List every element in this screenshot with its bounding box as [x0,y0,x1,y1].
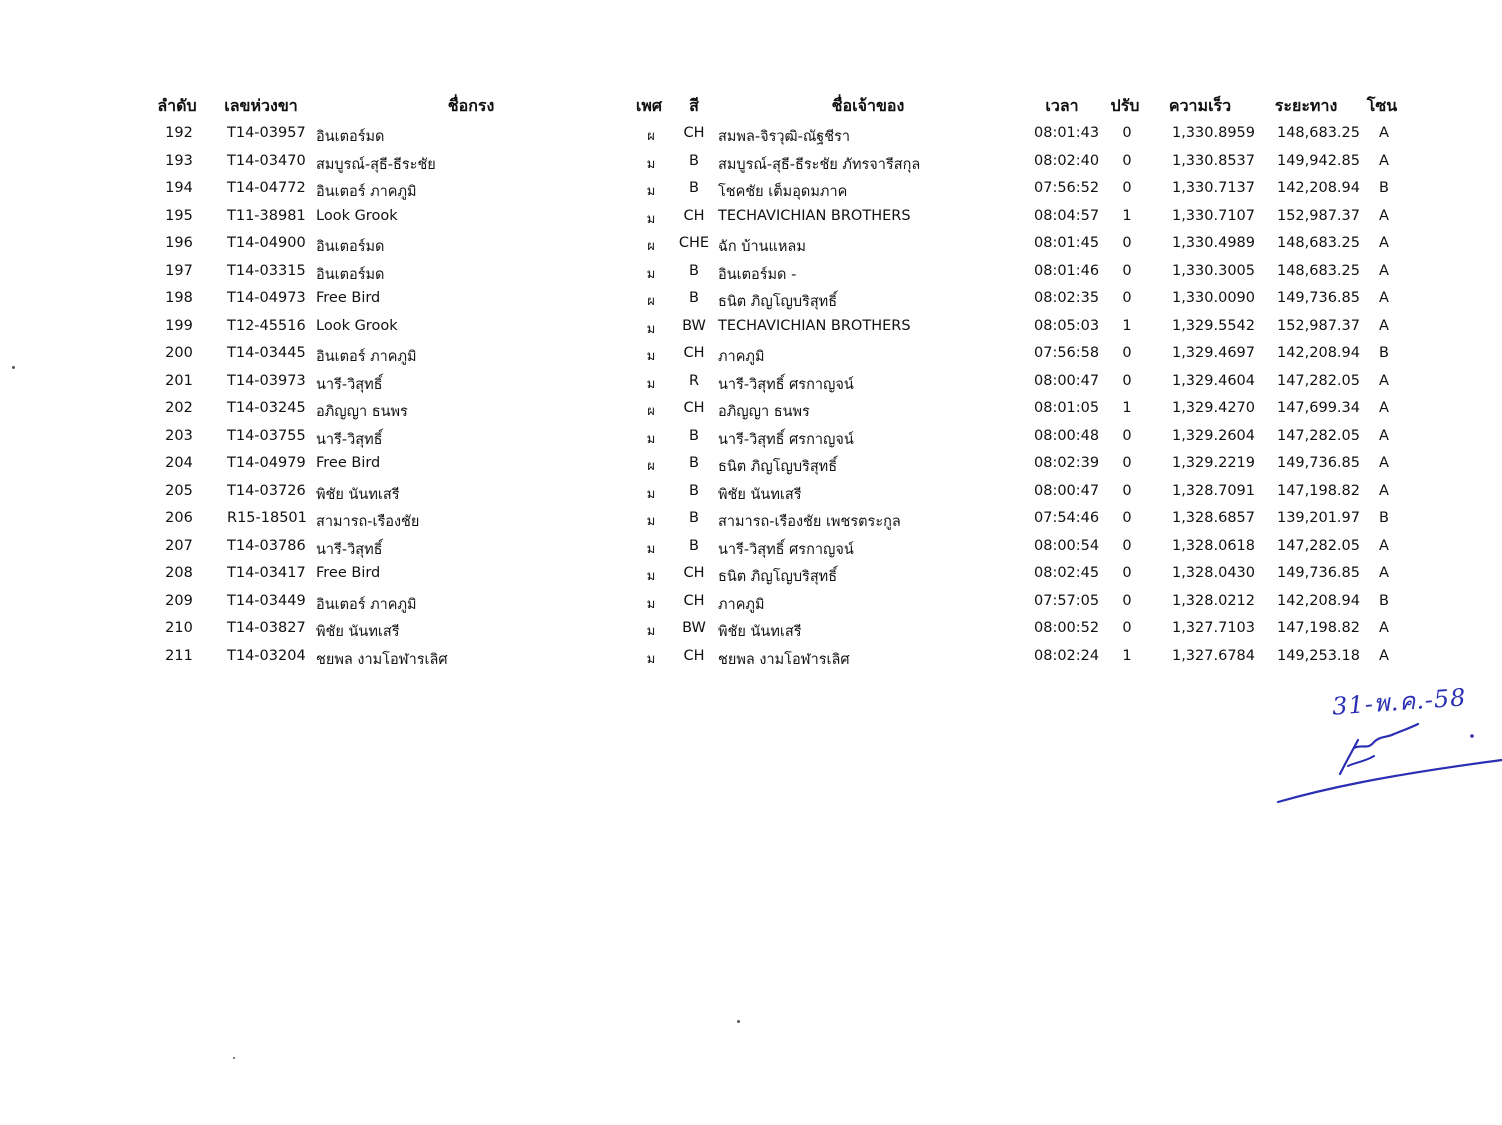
cell-distance: 148,683.25 [1276,235,1360,251]
cell-color: R [688,372,700,389]
cell-seq: 195 [165,207,193,224]
cell-distance: 148,683.25 [1276,262,1360,279]
cell-zone: A [1379,207,1389,224]
cell-time: 08:05:03 [1034,317,1100,334]
cell-seq: 198 [165,290,193,306]
scan-speck [737,1020,740,1023]
cell-distance: 149,253.18 [1276,647,1360,664]
cell-penalty: 0 [1122,620,1132,636]
cell-time: 07:56:52 [1034,180,1100,196]
cell-ring-number: T14-04979 [227,455,306,471]
cell-distance: 147,282.05 [1276,372,1360,389]
cell-owner: ภาคภูมิ [718,596,765,613]
cell-owner: พิชัย นันทเสรี [718,486,802,503]
results-table-body [0,122,1502,672]
cell-penalty: 0 [1122,510,1132,526]
table-row [0,480,1502,508]
cell-sex: ผ [647,239,655,254]
cell-speed: 1,329.2219 [1171,455,1255,471]
cell-color: BW [682,317,706,334]
cell-penalty: 0 [1122,372,1132,389]
cell-distance: 149,736.85 [1276,290,1360,306]
cell-time: 07:54:46 [1034,510,1100,526]
cell-distance: 147,699.34 [1276,400,1360,416]
cell-color: B [689,152,699,169]
cell-ring-number: T14-04772 [227,180,306,196]
cell-zone: A [1379,152,1389,169]
cell-time: 08:01:43 [1034,125,1100,141]
table-row [0,260,1502,288]
table-row [0,122,1502,150]
cell-color: B [689,455,699,471]
cell-loft-name: สามารถ-เรืองชัย [316,514,420,530]
header-seq: ลำดับ [157,96,197,115]
header-zone: โซน [1366,96,1398,115]
cell-penalty: 0 [1122,180,1132,196]
cell-color: CHE [678,235,710,251]
cell-seq: 202 [165,400,193,416]
cell-speed: 1,330.7107 [1171,207,1255,224]
cell-speed: 1,328.0430 [1171,565,1255,581]
cell-color: B [689,510,699,526]
cell-sex: ม [646,486,656,502]
cell-loft-name: อภิญญา ธนพร [316,404,408,420]
cell-owner: ภาคภูมิ [718,349,765,365]
cell-penalty: 0 [1122,235,1132,251]
cell-speed: 1,329.4697 [1171,345,1255,361]
cell-speed: 1,329.4270 [1171,400,1255,416]
cell-loft-name: พิชัย นันทเสรี [316,486,400,503]
cell-sex: ผ [647,404,655,419]
cell-penalty: 0 [1122,455,1132,471]
cell-loft-name: Free Bird [316,455,381,471]
header-color: สี [689,96,699,115]
cell-zone: A [1379,647,1389,664]
cell-speed: 1,329.4604 [1171,372,1255,389]
header-distance: ระยะทาง [1274,96,1338,115]
cell-loft-name: อินเตอร์ ภาคภูมิ [316,184,417,200]
cell-speed: 1,327.7103 [1171,620,1255,636]
cell-speed: 1,329.2604 [1171,427,1255,444]
cell-time: 08:04:57 [1034,207,1100,224]
table-row [0,617,1502,645]
table-row [0,507,1502,535]
cell-penalty: 1 [1122,207,1132,224]
header-ring: เลขห่วงขา [224,96,298,115]
cell-sex: ม [646,266,656,282]
scan-speck [12,366,15,369]
table-row [0,150,1502,178]
cell-zone: A [1379,620,1389,636]
table-row [0,590,1502,618]
cell-distance: 147,282.05 [1276,427,1360,444]
cell-sex: ผ [647,459,655,474]
cell-color: B [689,262,699,279]
cell-owner: อภิญญา ธนพร [718,404,810,420]
cell-loft-name: สมบูรณ์-สุธี-ธีระชัย [316,156,436,173]
cell-ring-number: T14-03417 [227,565,306,581]
signature-block [1270,678,1502,810]
cell-time: 08:02:35 [1034,290,1100,306]
cell-ring-number: T14-03726 [227,482,306,499]
table-row [0,645,1502,673]
table-row [0,342,1502,370]
cell-penalty: 0 [1122,262,1132,279]
cell-time: 08:00:52 [1034,620,1100,636]
cell-penalty: 0 [1122,152,1132,169]
cell-owner: ธนิต ภิญโญบริสุทธิ์ [718,569,838,585]
cell-loft-name: อินเตอร์ ภาคภูมิ [316,596,417,613]
cell-loft-name: Free Bird [316,290,381,306]
cell-distance: 149,942.85 [1276,152,1360,169]
cell-distance: 139,201.97 [1276,510,1360,526]
cell-speed: 1,330.7137 [1171,180,1255,196]
header-time: เวลา [1045,96,1079,115]
cell-distance: 152,987.37 [1276,317,1360,334]
cell-penalty: 0 [1122,427,1132,444]
cell-color: CH [683,647,705,664]
cell-penalty: 0 [1122,290,1132,306]
cell-sex: ม [646,651,656,667]
cell-zone: A [1379,372,1389,389]
cell-color: B [689,537,699,554]
cell-ring-number: T11-38981 [227,207,306,224]
cell-ring-number: T14-03755 [227,427,306,444]
cell-zone: A [1379,400,1389,416]
table-row [0,287,1502,315]
cell-seq: 196 [165,235,193,251]
cell-time: 08:01:46 [1034,262,1100,279]
cell-owner: ชยพล งามโอฬารเลิศ [718,651,850,668]
cell-seq: 193 [165,152,193,169]
cell-time: 08:02:45 [1034,565,1100,581]
cell-ring-number: T14-03470 [227,152,306,169]
cell-color: B [689,427,699,444]
cell-ring-number: T12-45516 [227,317,306,334]
cell-sex: ม [646,321,656,337]
cell-seq: 194 [165,180,193,196]
cell-speed: 1,330.0090 [1171,290,1255,306]
cell-loft-name: นารี-วิสุทธิ์ [316,431,383,448]
cell-owner: นารี-วิสุทธิ์ ศรกาญจน์ [718,376,854,393]
cell-sex: ม [646,514,656,529]
cell-time: 08:02:39 [1034,455,1100,471]
cell-owner: พิชัย นันทเสรี [718,624,802,640]
cell-seq: 208 [165,565,193,581]
cell-owner: ธนิต ภิญโญบริสุทธิ์ [718,459,838,475]
cell-sex: ผ [647,294,655,309]
header-sex: เพศ [635,96,663,115]
cell-time: 08:00:54 [1034,537,1100,554]
cell-ring-number: T14-03315 [227,262,306,279]
cell-distance: 147,198.82 [1276,482,1360,499]
cell-loft-name: อินเตอร์มด [316,129,385,145]
cell-owner: อินเตอร์มด - [718,266,797,283]
cell-penalty: 1 [1122,647,1132,664]
cell-owner: นารี-วิสุทธิ์ ศรกาญจน์ [718,431,854,448]
cell-sex: ม [646,376,656,392]
cell-distance: 142,208.94 [1276,180,1360,196]
cell-color: B [689,290,699,306]
cell-ring-number: T14-03245 [227,400,306,416]
cell-distance: 149,736.85 [1276,455,1360,471]
cell-zone: A [1379,290,1389,306]
cell-sex: ม [646,569,656,584]
signature-icon [1270,678,1502,810]
cell-speed: 1,328.0212 [1171,592,1255,609]
cell-seq: 204 [165,455,193,471]
cell-ring-number: R15-18501 [227,510,307,526]
cell-speed: 1,328.0618 [1171,537,1255,554]
cell-zone: A [1379,455,1389,471]
cell-seq: 210 [165,620,193,636]
cell-color: CH [683,565,705,581]
cell-sex: ม [646,541,656,557]
cell-distance: 147,282.05 [1276,537,1360,554]
cell-distance: 149,736.85 [1276,565,1360,581]
cell-sex: ม [646,156,656,172]
cell-owner: สามารถ-เรืองชัย เพชรตระกูล [718,514,901,530]
cell-time: 08:02:24 [1034,647,1100,664]
cell-zone: A [1379,125,1389,141]
cell-speed: 1,330.3005 [1171,262,1255,279]
table-row [0,370,1502,398]
cell-owner: โชคชัย เต็มอุดมภาค [718,184,848,200]
cell-distance: 152,987.37 [1276,207,1360,224]
header-penalty: ปรับ [1110,96,1140,115]
cell-zone: B [1379,510,1389,526]
handwritten-date: 31-พ.ค.-58 [1331,683,1468,721]
cell-color: CH [683,125,705,141]
cell-time: 07:56:58 [1034,345,1100,361]
cell-zone: A [1379,565,1389,581]
cell-time: 07:57:05 [1034,592,1100,609]
cell-ring-number: T14-03449 [227,592,306,609]
scan-speck [233,1057,235,1059]
cell-seq: 207 [165,537,193,554]
cell-zone: A [1379,537,1389,554]
cell-ring-number: T14-03786 [227,537,306,554]
cell-speed: 1,328.6857 [1171,510,1255,526]
table-row [0,205,1502,233]
cell-zone: B [1379,592,1389,609]
cell-owner: ธนิต ภิญโญบริสุทธิ์ [718,294,838,310]
cell-penalty: 0 [1122,537,1132,554]
cell-loft-name: นารี-วิสุทธิ์ [316,376,383,393]
cell-penalty: 1 [1122,317,1132,334]
cell-sex: ม [646,184,656,199]
cell-time: 08:00:47 [1034,372,1100,389]
table-row [0,315,1502,343]
cell-time: 08:00:47 [1034,482,1100,499]
cell-seq: 201 [165,372,193,389]
cell-owner: ฉัก บ้านแหลม [718,239,806,255]
cell-seq: 192 [165,125,193,141]
header-owner: ชื่อเจ้าของ [831,96,905,115]
cell-distance: 148,683.25 [1276,125,1360,141]
cell-sex: ม [646,349,656,364]
cell-ring-number: T14-03973 [227,372,306,389]
cell-ring-number: T14-03827 [227,620,306,636]
cell-color: CH [683,207,705,224]
header-loft-name: ชื่อกรง [447,96,495,115]
cell-time: 08:00:48 [1034,427,1100,444]
cell-time: 08:01:05 [1034,400,1100,416]
cell-seq: 199 [165,317,193,334]
table-row [0,232,1502,260]
cell-sex: ผ [647,129,655,144]
header-speed: ความเร็ว [1168,96,1232,115]
cell-penalty: 0 [1122,482,1132,499]
cell-penalty: 0 [1122,125,1132,141]
cell-penalty: 0 [1122,592,1132,609]
cell-ring-number: T14-04900 [227,235,306,251]
cell-seq: 209 [165,592,193,609]
cell-zone: A [1379,317,1389,334]
cell-loft-name: อินเตอร์ ภาคภูมิ [316,349,417,365]
cell-zone: B [1379,345,1389,361]
cell-distance: 142,208.94 [1276,345,1360,361]
cell-ring-number: T14-03204 [227,647,306,664]
cell-owner: TECHAVICHIAN BROTHERS [718,207,911,224]
cell-zone: A [1379,235,1389,251]
cell-sex: ม [646,211,656,227]
cell-owner: TECHAVICHIAN BROTHERS [718,317,911,334]
table-row [0,452,1502,480]
cell-distance: 147,198.82 [1276,620,1360,636]
table-row [0,397,1502,425]
cell-loft-name: อินเตอร์มด [316,266,385,283]
cell-zone: B [1379,180,1389,196]
cell-speed: 1,329.5542 [1171,317,1255,334]
table-row [0,535,1502,563]
table-header [0,94,1502,118]
cell-speed: 1,328.7091 [1171,482,1255,499]
cell-loft-name: Free Bird [316,565,381,581]
cell-speed: 1,330.8959 [1171,125,1255,141]
cell-seq: 206 [165,510,193,526]
cell-owner: สมบูรณ์-สุธี-ธีระชัย ภัทรจารีสกุล [718,156,921,173]
cell-color: B [689,180,699,196]
cell-penalty: 0 [1122,565,1132,581]
cell-time: 08:01:45 [1034,235,1100,251]
cell-owner: นารี-วิสุทธิ์ ศรกาญจน์ [718,541,854,558]
cell-speed: 1,327.6784 [1171,647,1255,664]
cell-sex: ม [646,431,656,447]
cell-loft-name: พิชัย นันทเสรี [316,624,400,640]
cell-color: BW [682,620,706,636]
cell-zone: A [1379,482,1389,499]
cell-zone: A [1379,262,1389,279]
cell-speed: 1,330.4989 [1171,235,1255,251]
cell-owner: สมพล-จิรวุฒิ-ณัฐชีรา [718,129,851,145]
cell-color: CH [683,345,705,361]
cell-penalty: 0 [1122,345,1132,361]
cell-penalty: 1 [1122,400,1132,416]
cell-ring-number: T14-03445 [227,345,306,361]
cell-loft-name: Look Grook [316,317,398,334]
cell-loft-name: Look Grook [316,207,398,224]
cell-loft-name: ชยพล งามโอฬารเลิศ [316,651,448,668]
cell-color: CH [683,400,705,416]
cell-color: B [689,482,699,499]
cell-seq: 200 [165,345,193,361]
cell-zone: A [1379,427,1389,444]
cell-ring-number: T14-03957 [227,125,306,141]
cell-loft-name: นารี-วิสุทธิ์ [316,541,383,558]
table-row [0,562,1502,590]
cell-speed: 1,330.8537 [1171,152,1255,169]
cell-seq: 205 [165,482,193,499]
table-row [0,425,1502,453]
cell-sex: ม [646,596,656,612]
cell-sex: ม [646,624,656,639]
cell-time: 08:02:40 [1034,152,1100,169]
cell-distance: 142,208.94 [1276,592,1360,609]
cell-seq: 197 [165,262,193,279]
cell-ring-number: T14-04973 [227,290,306,306]
cell-color: CH [683,592,705,609]
cell-seq: 203 [165,427,193,444]
table-row [0,177,1502,205]
cell-loft-name: อินเตอร์มด [316,239,385,255]
cell-seq: 211 [165,647,193,664]
